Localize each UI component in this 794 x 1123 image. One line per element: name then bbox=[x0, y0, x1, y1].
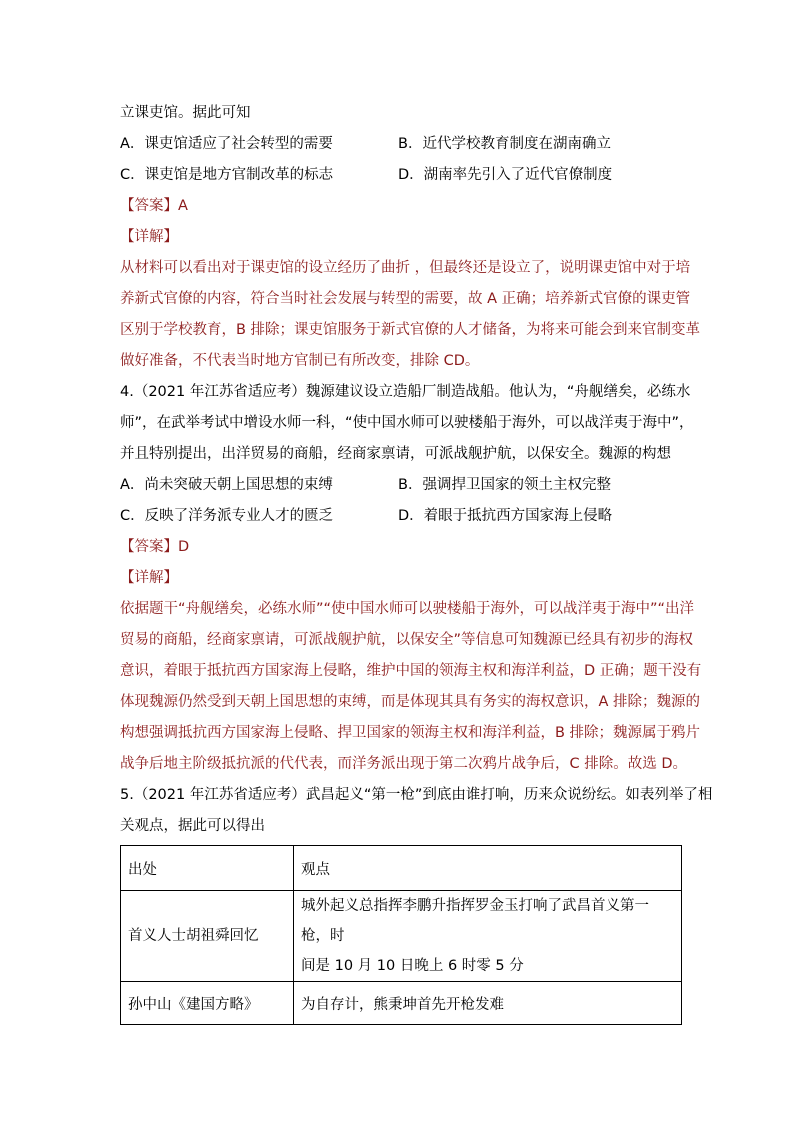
q4-answer-line bbox=[120, 532, 682, 563]
q4-answer-tag: 【答案】 bbox=[120, 539, 178, 555]
q4-stem-line: 师”，在武举考试中增设水师一科，“使中国水师可以驶楼船于海外，可以战洋夷于海中”， bbox=[120, 415, 694, 431]
table-cell-view-line: 城外起义总指挥李鹏升指挥罗金玉打响了武昌首义第一枪，时 bbox=[301, 898, 649, 944]
q3-stem-tail: 立课吏馆。据此可知 bbox=[120, 105, 251, 121]
q4-explain-line: 战争后地主阶级抵抗派的代代表，而洋务派出现于第二次鸦片战争后，C 排除。故选 D。 bbox=[120, 756, 688, 772]
table-cell-view bbox=[294, 891, 682, 982]
q4-answer-value: D bbox=[178, 539, 190, 555]
table-cell-source: 首义人士胡祖舜回忆 bbox=[121, 891, 294, 982]
q5-stem-line: 5.（2021 年江苏省适应考）武昌起义“第一枪”到底由谁打响，历来众说纷纭。如表列举了相 bbox=[120, 787, 713, 803]
q3-option-a: A．课吏馆适应了社会转型的需要 bbox=[120, 136, 333, 152]
table-cell-view-line: 间是 10 月 10 日晚上 6 时零 5 分 bbox=[301, 958, 524, 974]
q4-explain-line: 体现魏源仍然受到天朝上国思想的束缚，而是体现其具有务实的海权意识，A 排除；魏源的 bbox=[120, 694, 701, 710]
q4-explanation bbox=[120, 594, 702, 780]
q3-option-c: C．课吏馆是地方官制改革的标志 bbox=[120, 167, 334, 183]
q4-stem-line: 并且特别提出，出洋贸易的商船，经商家禀请，可派战舰护航，以保安全。魏源的构想 bbox=[120, 446, 671, 462]
table-cell-source: 孙中山《建国方略》 bbox=[121, 982, 294, 1025]
q4-explain-line: 构想强调抵抗西方国家海上侵略、捍卫国家的领海主权和海洋利益，B 排除；魏源属于鸦片 bbox=[120, 725, 701, 741]
q3-explain-line: 做好准备，不代表当时地方官制已有所改变，排除 CD。 bbox=[120, 353, 480, 369]
q5-source-table bbox=[120, 845, 682, 1025]
q3-explain-line: 养新式官僚的内容，符合当时社会发展与转型的需要，故 A 正确；培养新式官僚的课吏管 bbox=[120, 291, 691, 307]
q3-options-row-2 bbox=[120, 160, 682, 191]
q3-answer-tag: 【答案】 bbox=[120, 198, 178, 214]
q3-explanation bbox=[120, 253, 701, 377]
table-header-row bbox=[121, 846, 682, 891]
q4-explain-line: 贸易的商船，经商家禀请，可派战舰护航，以保安全”等信息可知魏源已经具有初步的海权 bbox=[120, 632, 694, 648]
table-header-source: 出处 bbox=[121, 846, 294, 891]
q4-explain-tag: 【详解】 bbox=[120, 570, 178, 586]
q3-answer-line bbox=[120, 191, 682, 222]
q4-explain-line: 依据题干“舟舰缮矣，必练水师”“使中国水师可以驶楼船于海外，可以战洋夷于海中”“出洋 bbox=[120, 601, 695, 617]
q4-options-row-1 bbox=[120, 470, 682, 501]
q3-explain-line: 从材料可以看出对于课吏馆的设立经历了曲折 ，但最终还是设立了，说明课吏馆中对于培 bbox=[120, 260, 691, 276]
q4-option-d: D．着眼于抵抗西方国家海上侵略 bbox=[398, 508, 613, 524]
table-cell-view-line: 为自存计，熊秉坤首先开枪发难 bbox=[301, 996, 504, 1013]
q4-stem bbox=[120, 377, 694, 470]
q4-option-a: A．尚未突破天朝上国思想的束缚 bbox=[120, 477, 333, 493]
q3-explain-tag: 【详解】 bbox=[120, 229, 178, 245]
q4-explain-line: 意识，着眼于抵抗西方国家海上侵略，维护中国的领海主权和海洋利益，D 正确；题干没有 bbox=[120, 663, 702, 679]
q4-options-row-2 bbox=[120, 501, 682, 532]
q5-stem bbox=[120, 780, 713, 842]
q3-option-b: B．近代学校教育制度在湖南确立 bbox=[398, 136, 611, 152]
table-cell-view bbox=[294, 982, 682, 1025]
table-row bbox=[121, 982, 682, 1025]
q4-option-b: B．强调捍卫国家的领土主权完整 bbox=[398, 477, 611, 493]
q3-explain-line: 区别于学校教育，B 排除；课吏馆服务于新式官僚的人才储备，为将来可能会到来官制变革 bbox=[120, 322, 701, 338]
q3-option-d: D．湖南率先引入了近代官僚制度 bbox=[398, 167, 613, 183]
table-header-view: 观点 bbox=[294, 846, 682, 891]
q3-options-row-1 bbox=[120, 129, 682, 160]
table-row bbox=[121, 891, 682, 982]
q5-stem-line: 关观点，据此可以得出 bbox=[120, 818, 265, 834]
q4-stem-line: 4.（2021 年江苏省适应考）魏源建议设立造船厂制造战船。他认为，“舟舰缮矣，必练水 bbox=[120, 384, 691, 400]
q3-answer-value: A bbox=[178, 198, 188, 214]
q4-option-c: C．反映了洋务派专业人才的匮乏 bbox=[120, 508, 334, 524]
document-page bbox=[120, 98, 713, 1025]
